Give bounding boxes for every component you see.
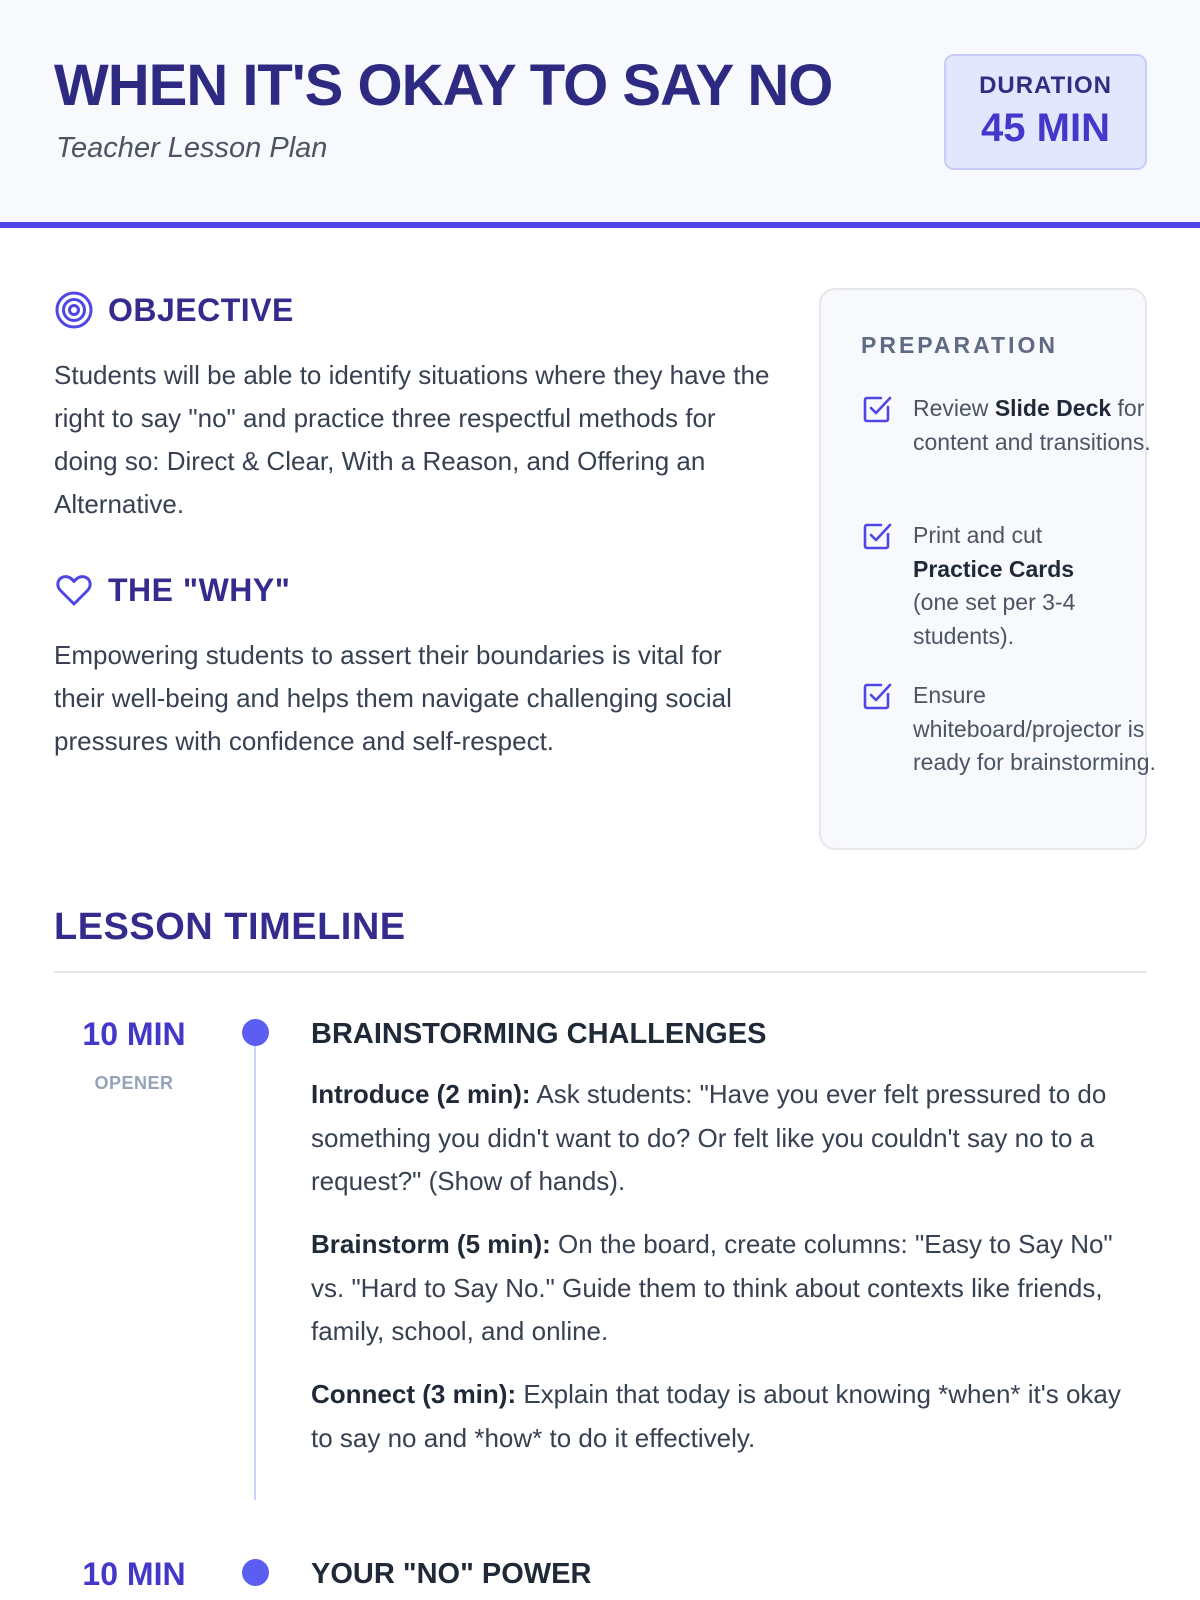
timeline-line (254, 1030, 256, 1500)
prep-item-text: Print and cut Practice Cards (one set per 3-4 students). (913, 522, 1076, 649)
timeline-dot (242, 1559, 269, 1586)
duration-badge (944, 54, 1147, 170)
objective-heading (54, 290, 294, 330)
timeline-dot (242, 1019, 269, 1046)
page-title: WHEN IT'S OKAY TO SAY NO (54, 53, 833, 118)
objective-text: Students will be able to identify situations where they have the right to say "no" and practice three respectful methods for doing so: Direct & Clear, With a Reason, and Offering an Alternative. (54, 360, 770, 519)
page-subtitle: Teacher Lesson Plan (56, 132, 328, 164)
prep-item (861, 519, 1157, 653)
prep-item (861, 679, 1157, 780)
preparation-title: PREPARATION (861, 332, 1058, 358)
preparation-card (819, 288, 1156, 850)
duration-label: DURATION (979, 72, 1112, 99)
why-heading-label: THE "WHY" (108, 571, 291, 608)
why-heading (54, 570, 290, 610)
prep-item (861, 392, 1157, 459)
checkbox-icon (861, 519, 895, 553)
duration-value: 45 MIN (981, 106, 1110, 150)
timeline-step: Brainstorm (5 min): On the board, create columns: "Easy to Say No" vs. "Hard to Say No." Guide them to think about contexts like friends, family, school, and online. (311, 1229, 1113, 1346)
target-icon (54, 290, 94, 330)
checkbox-icon (861, 392, 895, 426)
prep-item-text: Review Slide Deck for content and transitions. (913, 395, 1151, 455)
prep-item-text: Ensure whiteboard/projector is ready for brainstorming. (913, 682, 1156, 775)
lesson-header (0, 0, 1200, 228)
heart-icon (54, 570, 94, 610)
timeline-heading: YOUR "NO" POWER (311, 1558, 592, 1590)
why-text: Empowering students to assert their boundaries is vital for their well-being and helps them navigate challenging social pressures with confidence and self-respect. (54, 640, 732, 756)
objective-heading-label: OBJECTIVE (108, 291, 294, 328)
timeline-time: 10 MIN (82, 1556, 186, 1592)
timeline-title: LESSON TIMELINE (54, 906, 406, 948)
checkbox-icon (861, 679, 895, 713)
timeline-step: Connect (3 min): Explain that today is about knowing *when* it's okay to say no and *how* to do it effectively. (311, 1379, 1121, 1453)
timeline-step: Introduce (2 min): Ask students: "Have you ever felt pressured to do something you didn't want to do? Or felt like you couldn't say no to a request?" (Show of hands). (311, 1079, 1107, 1196)
timeline-time: 10 MIN (82, 1016, 186, 1052)
timeline-heading: BRAINSTORMING CHALLENGES (311, 1018, 767, 1050)
timeline-divider (54, 971, 1147, 973)
timeline-tag: OPENER (94, 1073, 174, 1093)
